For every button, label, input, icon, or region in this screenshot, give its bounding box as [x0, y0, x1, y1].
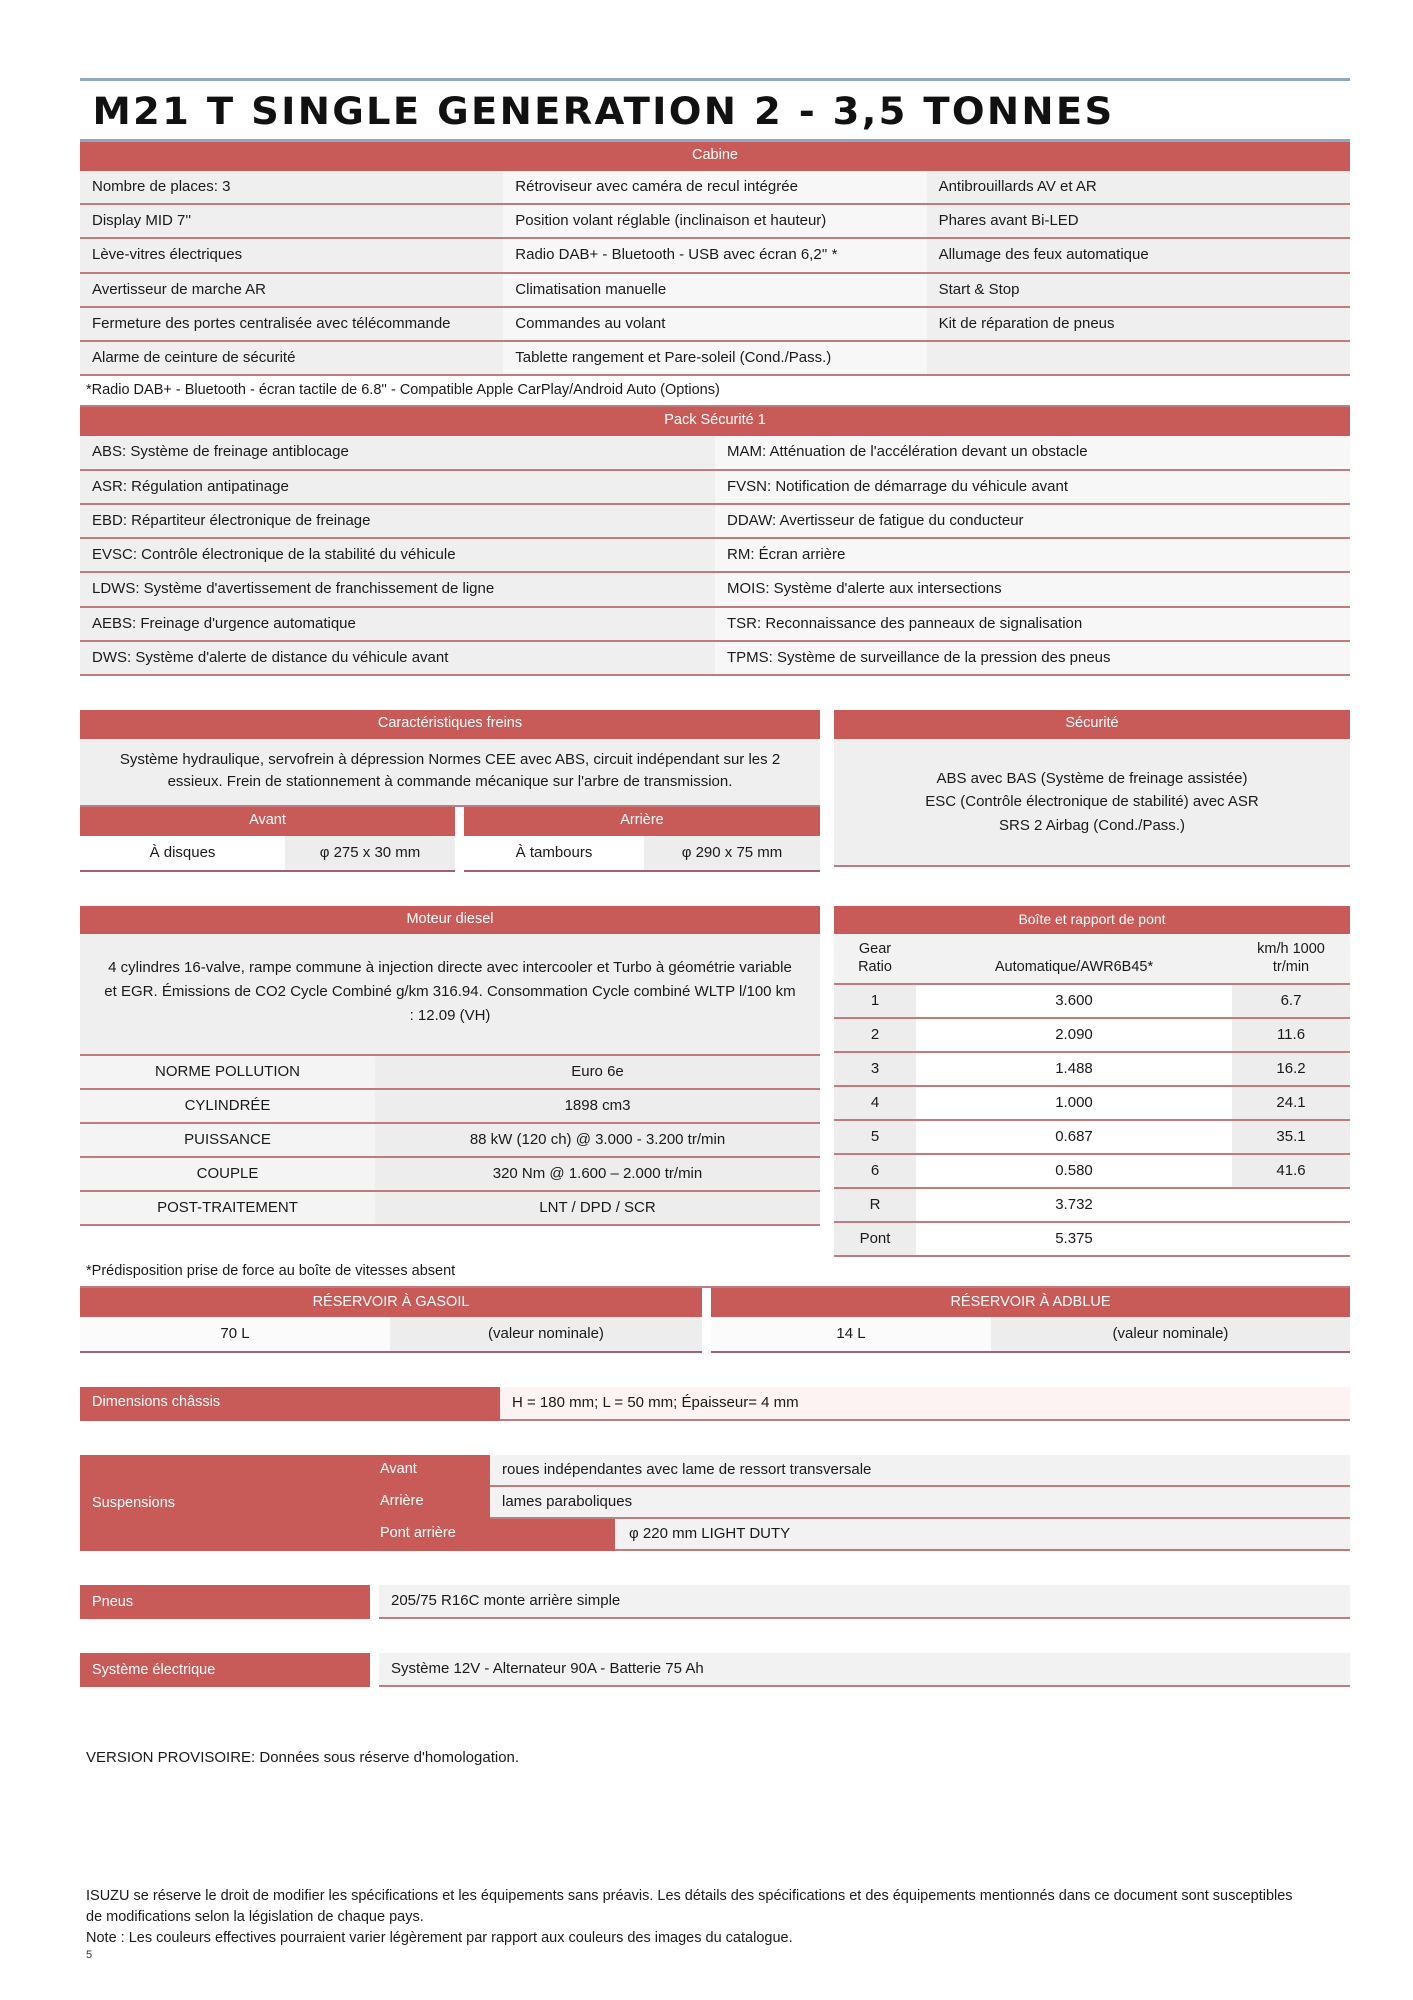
table-row [834, 1121, 1350, 1155]
freins-avant-header: Avant [80, 807, 455, 836]
cabine-cell: Nombre de places: 3 [80, 171, 503, 205]
gear-number: Pont [834, 1223, 916, 1257]
page-number: 5 [86, 1949, 93, 1962]
gear-col-header-line1: Gear [858, 940, 892, 957]
moteur-spec-label: COUPLE [80, 1158, 375, 1192]
chassis-row [80, 1387, 1350, 1421]
cabine-cell: Phares avant Bi-LED [927, 205, 1350, 239]
pack-cell: TPMS: Système de surveillance de la pression des pneus [715, 642, 1350, 676]
securite-header: Sécurité [834, 710, 1350, 739]
cabine-cell: Radio DAB+ - Bluetooth - USB avec écran 6,2'' * [503, 239, 926, 273]
table-row [80, 1158, 820, 1192]
gear-number: 5 [834, 1121, 916, 1155]
column-gap [702, 1288, 711, 1317]
suspensions-block [80, 1455, 1350, 1551]
version-note: VERSION PROVISOIRE: Données sous réserve d'homologation. [86, 1749, 520, 1767]
suspension-sub-label: Avant [370, 1455, 490, 1487]
securite-line: ESC (Contrôle électronique de stabilité) avec ASR [925, 793, 1259, 811]
suspensions-label: Suspensions [80, 1455, 370, 1551]
pack-securite-header: Pack Sécurité 1 [80, 407, 1350, 436]
gasoil-value: 70 L [80, 1317, 390, 1353]
gasoil-note: (valeur nominale) [390, 1317, 702, 1353]
gear-speed: 16.2 [1232, 1053, 1350, 1087]
cabine-cell: Display MID 7'' [80, 205, 503, 239]
gear-speed-header [1232, 934, 1350, 985]
cabine-cell [927, 342, 1350, 376]
moteur-spec-label: CYLINDRÉE [80, 1090, 375, 1124]
column-gap [455, 836, 464, 872]
table-row [834, 1019, 1350, 1053]
suspension-value: roues indépendantes avec lame de ressort transversale [490, 1455, 1350, 1487]
moteur-spec-value: LNT / DPD / SCR [375, 1192, 820, 1226]
freins-arriere-dim: φ 290 x 75 mm [644, 836, 820, 872]
cabine-cell: Rétroviseur avec caméra de recul intégrée [503, 171, 926, 205]
moteur-spec-label: NORME POLLUTION [80, 1056, 375, 1090]
cabine-cell: Climatisation manuelle [503, 274, 926, 308]
cabine-cell: Alarme de ceinture de sécurité [80, 342, 503, 376]
moteur-spec-value: 1898 cm3 [375, 1090, 820, 1124]
suspension-value: φ 220 mm LIGHT DUTY [615, 1519, 1350, 1551]
freins-header: Caractéristiques freins [80, 710, 820, 739]
electrique-label: Système électrique [80, 1653, 370, 1687]
suspension-sub-label: Arrière [370, 1487, 490, 1519]
gear-col-header [834, 934, 916, 985]
freins-arriere-type: À tambours [464, 836, 644, 872]
gear-speed: 24.1 [1232, 1087, 1350, 1121]
table-row [80, 608, 1350, 642]
pack-cell: MAM: Atténuation de l'accélération devant un obstacle [715, 436, 1350, 470]
gear-ratio: 0.580 [916, 1155, 1232, 1189]
gearbox-header-row [834, 934, 1350, 985]
pack-cell: DWS: Système d'alerte de distance du véhicule avant [80, 642, 715, 676]
table-row [834, 1053, 1350, 1087]
brakes-table [80, 710, 820, 871]
gear-number: 4 [834, 1087, 916, 1121]
moteur-header: Moteur diesel [80, 906, 820, 935]
gear-speed: 35.1 [1232, 1121, 1350, 1155]
legal-line-1: ISUZU se réserve le droit de modifier les spécifications et les équipements sans préavis. Les détails des spécifications et des équipements mentionnés dans ce document sont susceptibles [86, 1888, 1293, 1905]
cabine-header: Cabine [80, 142, 1350, 171]
pack-cell: FVSN: Notification de démarrage du véhicule avant [715, 471, 1350, 505]
boite-header: Boîte et rapport de pont [834, 906, 1350, 934]
adblue-value: 14 L [711, 1317, 991, 1353]
table-row [80, 573, 1350, 607]
gearbox-table [834, 906, 1350, 1258]
table-row [80, 1317, 1350, 1353]
securite-body [834, 739, 1350, 867]
brake-axle-headers [80, 807, 820, 836]
freins-arriere-header: Arrière [464, 807, 820, 836]
gear-speed: 11.6 [1232, 1019, 1350, 1053]
block-gap [820, 710, 834, 871]
gear-ratio: 1.488 [916, 1053, 1232, 1087]
cabine-footnote: *Radio DAB+ - Bluetooth - écran tactile de 6.8'' - Compatible Apple CarPlay/Android Auto (Options) [80, 376, 1350, 407]
reservoir-adblue-header: RÉSERVOIR À ADBLUE [711, 1288, 1350, 1317]
table-row [80, 239, 1350, 273]
moteur-footnote: *Prédisposition prise de force au boîte de vitesses absent [80, 1257, 1350, 1288]
suspensions-rows [370, 1455, 1350, 1551]
engine-gearbox-block [80, 906, 1350, 1258]
pack-cell: ASR: Régulation antipatinage [80, 471, 715, 505]
table-row [834, 1087, 1350, 1121]
cabine-cell: Commandes au volant [503, 308, 926, 342]
suspension-value: lames paraboliques [490, 1487, 1350, 1519]
table-row [80, 171, 1350, 205]
cabine-cell: Start & Stop [927, 274, 1350, 308]
cabine-cell: Tablette rangement et Pare-soleil (Cond./Pass.) [503, 342, 926, 376]
pack-cell: LDWS: Système d'avertissement de franchissement de ligne [80, 573, 715, 607]
column-gap [702, 1317, 711, 1353]
column-gap [370, 1585, 379, 1619]
moteur-spec-value: 88 kW (120 ch) @ 3.000 - 3.200 tr/min [375, 1124, 820, 1158]
cabine-cell: Fermeture des portes centralisée avec télécommande [80, 308, 503, 342]
table-row [80, 308, 1350, 342]
table-row [834, 1189, 1350, 1223]
table-row [834, 985, 1350, 1019]
table-row [834, 1155, 1350, 1189]
gear-number: R [834, 1189, 916, 1223]
table-row [80, 274, 1350, 308]
table-row [80, 539, 1350, 573]
page-title: M21 T SINGLE GENERATION 2 - 3,5 TONNES [92, 90, 1115, 133]
pack-cell: RM: Écran arrière [715, 539, 1350, 573]
pneus-label: Pneus [80, 1585, 370, 1619]
freins-description: Système hydraulique, servofrein à dépression Normes CEE avec ABS, circuit indépendant sur les 2 essieux. Frein de stationnement à commande mécanique sur l'arbre de transmission. [80, 739, 820, 807]
electrique-row [80, 1653, 1350, 1687]
tanks-header-row [80, 1288, 1350, 1317]
cabine-cell: Position volant réglable (inclinaison et hauteur) [503, 205, 926, 239]
gear-ratio: 3.600 [916, 985, 1232, 1019]
table-row [80, 836, 820, 872]
safety-table [834, 710, 1350, 871]
pack-cell: AEBS: Freinage d'urgence automatique [80, 608, 715, 642]
brakes-safety-block [80, 710, 1350, 871]
table-row [370, 1455, 1350, 1487]
table-row [80, 1090, 820, 1124]
gear-speed: 6.7 [1232, 985, 1350, 1019]
block-gap [820, 906, 834, 1258]
pack-cell: TSR: Reconnaissance des panneaux de signalisation [715, 608, 1350, 642]
suspension-sub-label: Pont arrière [370, 1519, 615, 1551]
gear-speed: 41.6 [1232, 1155, 1350, 1189]
freins-avant-type: À disques [80, 836, 285, 872]
pack-cell: EBD: Répartiteur électronique de freinage [80, 505, 715, 539]
table-row [370, 1519, 1350, 1551]
moteur-spec-label: PUISSANCE [80, 1124, 375, 1158]
cabine-cell: Avertisseur de marche AR [80, 274, 503, 308]
legal-line-3: Note : Les couleurs effectives pourraient varier légèrement par rapport aux couleurs des images du catalogue. [86, 1930, 793, 1947]
gear-number: 1 [834, 985, 916, 1019]
gear-ratio: 1.000 [916, 1087, 1232, 1121]
column-gap [455, 807, 464, 836]
reservoir-gasoil-header: RÉSERVOIR À GASOIL [80, 1288, 702, 1317]
chassis-value: H = 180 mm; L = 50 mm; Épaisseur= 4 mm [500, 1387, 1350, 1421]
gear-number: 3 [834, 1053, 916, 1087]
gear-type-header: Automatique/AWR6B45* [916, 934, 1232, 985]
gear-col-header-line2: Ratio [858, 959, 892, 976]
pack-cell: ABS: Système de freinage antiblocage [80, 436, 715, 470]
gear-speed [1232, 1189, 1350, 1223]
gear-speed-header-line1: km/h 1000 [1257, 940, 1325, 957]
securite-line: SRS 2 Airbag (Cond./Pass.) [999, 816, 1185, 834]
gear-speed-header-line2: tr/min [1272, 959, 1310, 976]
column-gap [370, 1653, 379, 1687]
table-row [80, 205, 1350, 239]
pneus-row [80, 1585, 1350, 1619]
moteur-spec-value: Euro 6e [375, 1056, 820, 1090]
moteur-description: 4 cylindres 16-valve, rampe commune à injection directe avec intercooler et Turbo à géométrie variable et EGR. Émissions de CO2 Cycle Combiné g/km 316.94. Consommation Cycle combiné WLTP l/100 km : 12.09 (VH) [80, 934, 820, 1056]
pack-cell: EVSC: Contrôle électronique de la stabilité du véhicule [80, 539, 715, 573]
table-row [80, 1124, 820, 1158]
cabine-cell: Allumage des feux automatique [927, 239, 1350, 273]
gear-speed [1232, 1223, 1350, 1257]
cabine-cell: Kit de réparation de pneus [927, 308, 1350, 342]
pneus-value: 205/75 R16C monte arrière simple [379, 1585, 1350, 1619]
cabine-cell: Antibrouillards AV et AR [927, 171, 1350, 205]
electrique-value: Système 12V - Alternateur 90A - Batterie 75 Ah [379, 1653, 1350, 1687]
adblue-note: (valeur nominale) [991, 1317, 1350, 1353]
gear-ratio: 0.687 [916, 1121, 1232, 1155]
table-row [80, 436, 1350, 470]
table-row [80, 342, 1350, 376]
table-row [80, 642, 1350, 676]
cabine-cell: Lève-vitres électriques [80, 239, 503, 273]
table-row [370, 1487, 1350, 1519]
moteur-spec-value: 320 Nm @ 1.600 – 2.000 tr/min [375, 1158, 820, 1192]
securite-line: ABS avec BAS (Système de freinage assistée) [936, 770, 1248, 788]
pack-cell: MOIS: Système d'alerte aux intersections [715, 573, 1350, 607]
gear-ratio: 3.732 [916, 1189, 1232, 1223]
engine-table [80, 906, 820, 1258]
gear-ratio: 2.090 [916, 1019, 1232, 1053]
legal-line-2: de modifications selon la législation de chaque pays. [86, 1909, 424, 1926]
gear-ratio: 5.375 [916, 1223, 1232, 1257]
gear-number: 2 [834, 1019, 916, 1053]
table-row [80, 1192, 820, 1226]
table-row [80, 505, 1350, 539]
table-row [834, 1223, 1350, 1257]
table-row [80, 471, 1350, 505]
freins-avant-dim: φ 275 x 30 mm [285, 836, 455, 872]
table-row [80, 1056, 820, 1090]
chassis-label: Dimensions châssis [80, 1387, 500, 1421]
moteur-spec-label: POST-TRAITEMENT [80, 1192, 375, 1226]
gear-number: 6 [834, 1155, 916, 1189]
pack-cell: DDAW: Avertisseur de fatigue du conducteur [715, 505, 1350, 539]
